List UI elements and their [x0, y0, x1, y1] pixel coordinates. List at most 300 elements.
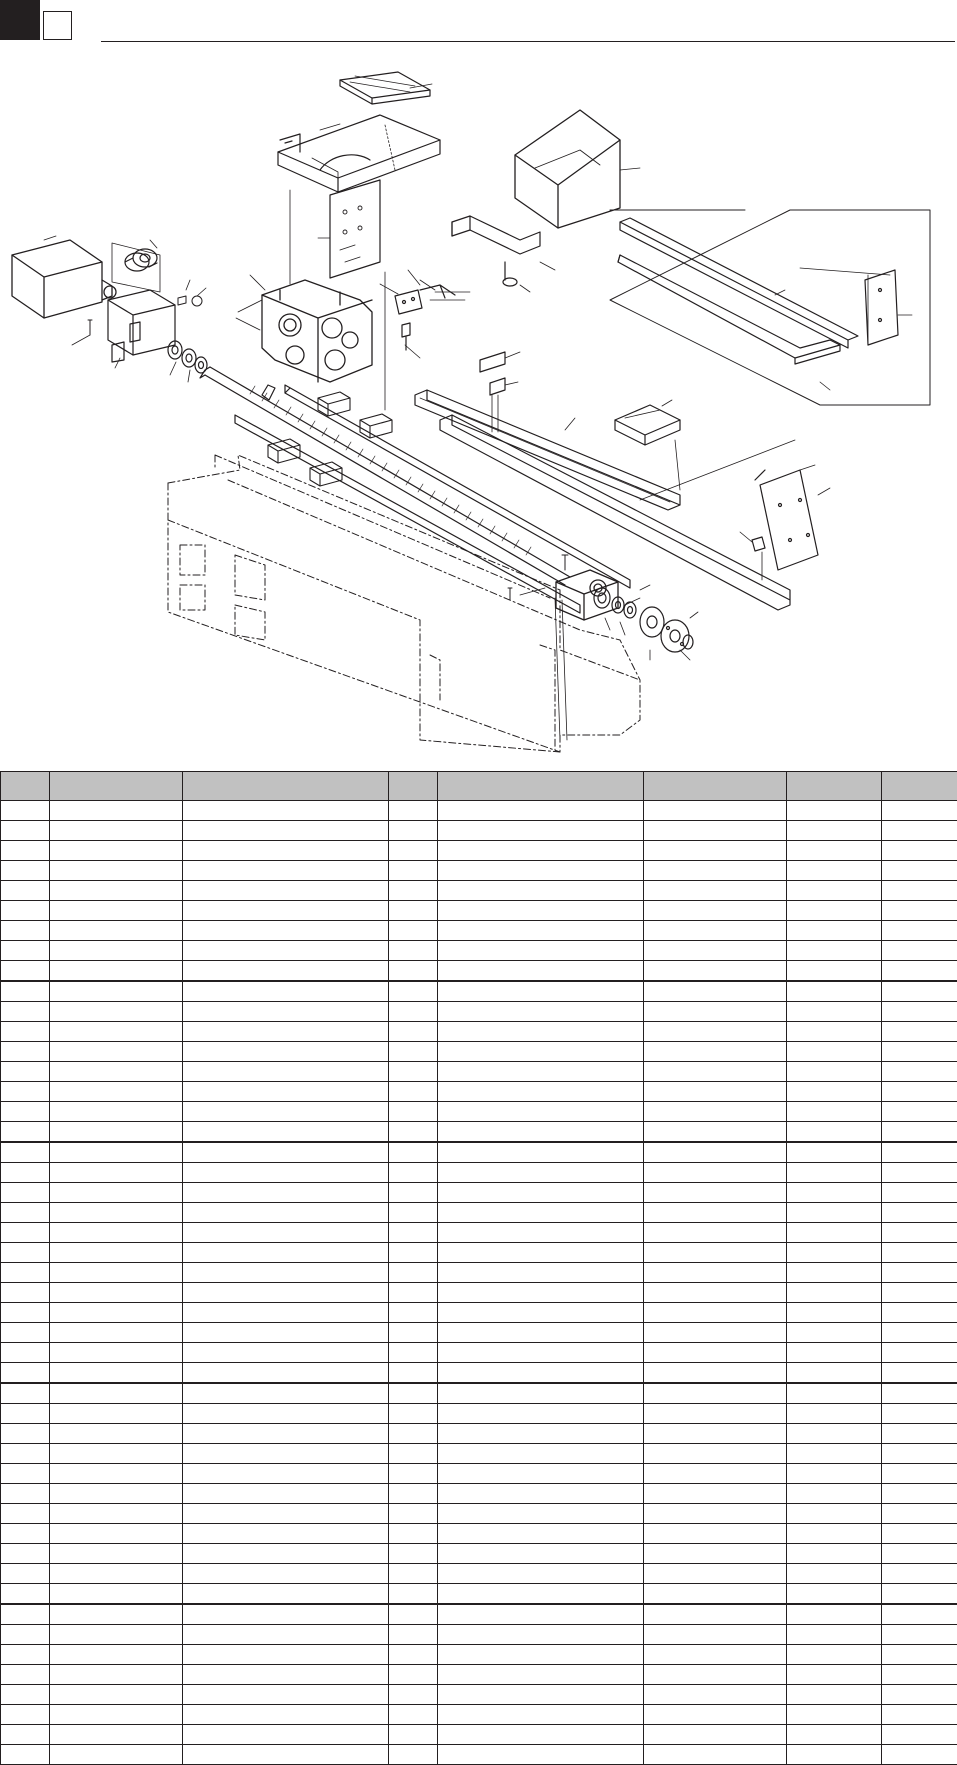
table-row — [1, 881, 957, 901]
table-cell — [438, 1082, 644, 1102]
table-cell — [50, 1705, 183, 1725]
column-header-part-number — [50, 772, 183, 801]
table-cell — [644, 1263, 787, 1283]
table-cell — [183, 1625, 389, 1645]
callout-leader — [44, 236, 56, 240]
table-cell — [50, 1002, 183, 1022]
table-cell — [882, 1524, 957, 1544]
table-cell — [389, 1383, 438, 1404]
table-cell — [50, 881, 183, 901]
table-cell — [882, 1002, 957, 1022]
table-cell — [438, 1424, 644, 1444]
table-cell — [787, 1604, 882, 1625]
table-row — [1, 1203, 957, 1223]
table-cell — [438, 1685, 644, 1705]
section-number-block — [0, 0, 40, 40]
table-cell — [50, 1082, 183, 1102]
table-cell — [183, 1584, 389, 1605]
top-cover-plate — [340, 72, 430, 104]
table-cell — [787, 1484, 882, 1504]
table-cell — [787, 1163, 882, 1183]
table-row — [1, 1223, 957, 1243]
table-cell — [438, 1062, 644, 1082]
end-cover-plate — [865, 270, 898, 345]
table-cell — [644, 1444, 787, 1464]
table-cell — [1, 1745, 50, 1765]
table-cell — [787, 1705, 882, 1725]
table-cell — [1, 1183, 50, 1203]
table-cell — [183, 1424, 389, 1444]
table-row — [1, 1002, 957, 1022]
table-cell — [644, 1745, 787, 1765]
table-cell — [438, 1705, 644, 1725]
table-cell — [882, 1705, 957, 1725]
table-cell — [389, 1122, 438, 1143]
table-row — [1, 1183, 957, 1203]
table-cell — [882, 1343, 957, 1363]
table-cell — [50, 1042, 183, 1062]
table-cell — [882, 861, 957, 881]
table-cell — [644, 1062, 787, 1082]
table-cell — [882, 821, 957, 841]
table-cell — [787, 1323, 882, 1343]
table-cell — [644, 1665, 787, 1685]
table-cell — [183, 1203, 389, 1223]
table-cell — [787, 1424, 882, 1444]
table-cell — [438, 921, 644, 941]
table-row — [1, 1524, 957, 1544]
table-cell — [787, 1203, 882, 1223]
table-cell — [882, 1022, 957, 1042]
bearing-support-block — [556, 570, 618, 620]
table-cell — [644, 1283, 787, 1303]
table-cell — [787, 921, 882, 941]
table-cell — [183, 1323, 389, 1343]
table-cell — [787, 1383, 882, 1404]
exploded-assembly-diagram — [0, 50, 957, 760]
chip-cover-box — [515, 110, 620, 228]
table-cell — [787, 1303, 882, 1323]
table-cell — [644, 1203, 787, 1223]
table-row — [1, 1665, 957, 1685]
table-cell — [389, 1725, 438, 1745]
table-row — [1, 1404, 957, 1424]
table-row — [1, 961, 957, 982]
parts-list-table — [0, 771, 957, 1765]
table-cell — [438, 1343, 644, 1363]
table-cell — [50, 1584, 183, 1605]
table-cell — [50, 901, 183, 921]
table-cell — [183, 1464, 389, 1484]
table-row — [1, 841, 957, 861]
table-cell — [438, 1102, 644, 1122]
cover-guard — [615, 405, 680, 445]
table-cell — [787, 801, 882, 821]
table-cell — [644, 1685, 787, 1705]
table-cell — [882, 1424, 957, 1444]
table-cell — [50, 1444, 183, 1464]
table-cell — [389, 981, 438, 1002]
table-cell — [50, 1243, 183, 1263]
table-cell — [644, 941, 787, 961]
table-cell — [644, 1504, 787, 1524]
table-cell — [787, 841, 882, 861]
table-cell — [50, 1343, 183, 1363]
table-cell — [1, 921, 50, 941]
linear-guide-rail-upper — [285, 385, 630, 588]
table-cell — [787, 1223, 882, 1243]
table-cell — [183, 1183, 389, 1203]
servo-motor — [12, 240, 116, 318]
table-cell — [183, 1383, 389, 1404]
table-cell — [882, 1183, 957, 1203]
table-cell — [882, 1102, 957, 1122]
table-cell — [882, 1584, 957, 1605]
table-row — [1, 1122, 957, 1143]
table-cell — [644, 1002, 787, 1022]
table-cell — [882, 1665, 957, 1685]
table-cell — [787, 1363, 882, 1384]
table-cell — [1, 1665, 50, 1685]
table-cell — [389, 1424, 438, 1444]
table-cell — [389, 921, 438, 941]
table-cell — [50, 1424, 183, 1444]
table-cell — [389, 1323, 438, 1343]
table-cell — [1, 1383, 50, 1404]
table-cell — [438, 1122, 644, 1143]
table-row — [1, 1725, 957, 1745]
table-cell — [1, 1544, 50, 1564]
table-cell — [438, 1745, 644, 1765]
table-cell — [644, 861, 787, 881]
table-cell — [50, 1564, 183, 1584]
table-cell — [644, 1584, 787, 1605]
table-cell — [438, 1163, 644, 1183]
table-row — [1, 1383, 957, 1404]
table-row — [1, 1343, 957, 1363]
table-cell — [438, 1404, 644, 1424]
table-cell — [882, 1464, 957, 1484]
table-cell — [438, 1363, 644, 1384]
table-cell — [389, 1584, 438, 1605]
table-row — [1, 941, 957, 961]
table-cell — [1, 1424, 50, 1444]
table-cell — [787, 1183, 882, 1203]
table-cell — [438, 1042, 644, 1062]
table-cell — [644, 1564, 787, 1584]
table-row — [1, 981, 957, 1002]
table-cell — [882, 1323, 957, 1343]
table-cell — [438, 941, 644, 961]
table-cell — [50, 1102, 183, 1122]
table-cell — [787, 1404, 882, 1424]
table-cell — [50, 1283, 183, 1303]
table-cell — [438, 1142, 644, 1163]
table-cell — [50, 1303, 183, 1323]
table-cell — [438, 1645, 644, 1665]
table-cell — [389, 1404, 438, 1424]
table-cell — [787, 1544, 882, 1564]
table-cell — [787, 1685, 882, 1705]
table-cell — [50, 1745, 183, 1765]
table-cell — [389, 1665, 438, 1685]
table-cell — [787, 981, 882, 1002]
table-row — [1, 1745, 957, 1765]
table-cell — [438, 1725, 644, 1745]
table-row — [1, 1062, 957, 1082]
table-cell — [389, 1002, 438, 1022]
table-cell — [882, 1404, 957, 1424]
table-cell — [1, 1022, 50, 1042]
table-cell — [438, 981, 644, 1002]
table-cell — [644, 1142, 787, 1163]
table-cell — [389, 1223, 438, 1243]
table-cell — [183, 1484, 389, 1504]
table-cell — [389, 1504, 438, 1524]
table-cell — [787, 1343, 882, 1363]
table-cell — [50, 801, 183, 821]
table-cell — [787, 1564, 882, 1584]
table-cell — [438, 1183, 644, 1203]
table-cell — [50, 841, 183, 861]
table-cell — [882, 1725, 957, 1745]
table-cell — [787, 1584, 882, 1605]
table-cell — [50, 1223, 183, 1243]
table-cell — [1, 1122, 50, 1143]
table-row — [1, 801, 957, 821]
table-row — [1, 1303, 957, 1323]
table-cell — [389, 901, 438, 921]
table-cell — [644, 1102, 787, 1122]
table-cell — [644, 821, 787, 841]
table-cell — [438, 1584, 644, 1605]
table-cell — [389, 1464, 438, 1484]
table-cell — [882, 1604, 957, 1625]
table-cell — [644, 1363, 787, 1384]
table-cell — [1, 1363, 50, 1384]
table-cell — [787, 1002, 882, 1022]
table-cell — [644, 881, 787, 901]
table-cell — [644, 981, 787, 1002]
table-cell — [644, 1705, 787, 1725]
table-cell — [1, 1725, 50, 1745]
table-cell — [882, 1645, 957, 1665]
bearing-set — [168, 341, 207, 373]
table-cell — [787, 1504, 882, 1524]
table-row — [1, 1584, 957, 1605]
table-cell — [1, 1464, 50, 1484]
table-cell — [1, 1243, 50, 1263]
table-cell — [882, 881, 957, 901]
sensor-bracket — [395, 285, 470, 314]
table-cell — [183, 1022, 389, 1042]
mounting-bracket — [452, 216, 540, 286]
table-row — [1, 1042, 957, 1062]
table-row — [1, 1424, 957, 1444]
table-cell — [438, 1283, 644, 1303]
table-cell — [882, 1203, 957, 1223]
table-cell — [389, 1263, 438, 1283]
long-rail-cover — [618, 218, 858, 364]
table-cell — [644, 1625, 787, 1645]
table-cell — [183, 1042, 389, 1062]
table-cell — [644, 1022, 787, 1042]
table-row — [1, 901, 957, 921]
table-cell — [438, 821, 644, 841]
table-cell — [183, 1665, 389, 1685]
table-cell — [50, 1163, 183, 1183]
table-cell — [787, 1464, 882, 1484]
table-cell — [644, 1343, 787, 1363]
column-header-description — [183, 772, 389, 801]
table-cell — [183, 1223, 389, 1243]
table-cell — [882, 1062, 957, 1082]
table-cell — [1, 1343, 50, 1363]
table-cell — [644, 961, 787, 982]
table-cell — [1, 821, 50, 841]
table-cell — [50, 1625, 183, 1645]
table-cell — [438, 1444, 644, 1464]
table-row — [1, 1625, 957, 1645]
table-cell — [438, 1022, 644, 1042]
table-cell — [50, 1122, 183, 1143]
column-header-qty — [389, 772, 438, 801]
table-cell — [50, 1604, 183, 1625]
table-cell — [1, 1303, 50, 1323]
table-cell — [438, 1625, 644, 1645]
table-cell — [787, 1062, 882, 1082]
table-cell — [787, 1122, 882, 1143]
table-cell — [787, 961, 882, 982]
table-cell — [644, 1524, 787, 1544]
table-cell — [183, 1122, 389, 1143]
table-cell — [389, 1484, 438, 1504]
table-cell — [389, 1203, 438, 1223]
table-cell — [183, 1263, 389, 1283]
table-cell — [1, 1645, 50, 1665]
table-cell — [644, 1464, 787, 1484]
table-cell — [1, 1564, 50, 1584]
table-cell — [183, 1363, 389, 1384]
table-cell — [882, 1444, 957, 1464]
table-row — [1, 921, 957, 941]
table-cell — [389, 1283, 438, 1303]
table-cell — [787, 821, 882, 841]
table-cell — [389, 801, 438, 821]
table-row — [1, 1705, 957, 1725]
table-cell — [183, 1303, 389, 1323]
table-cell — [438, 1544, 644, 1564]
table-cell — [644, 1082, 787, 1102]
table-row — [1, 1504, 957, 1524]
table-cell — [50, 1484, 183, 1504]
table-cell — [50, 1062, 183, 1082]
header-rule — [101, 41, 955, 42]
table-row — [1, 1604, 957, 1625]
table-cell — [389, 1745, 438, 1765]
table-cell — [438, 1564, 644, 1584]
table-cell — [787, 1645, 882, 1665]
table-cell — [882, 1504, 957, 1524]
table-cell — [438, 1323, 644, 1343]
table-cell — [183, 1082, 389, 1102]
table-cell — [183, 1524, 389, 1544]
table-cell — [1, 1584, 50, 1605]
vertical-mounting-plate — [312, 158, 380, 278]
table-row — [1, 1163, 957, 1183]
table-cell — [183, 901, 389, 921]
table-cell — [438, 841, 644, 861]
table-cell — [183, 921, 389, 941]
table-cell — [1, 1042, 50, 1062]
table-cell — [389, 1524, 438, 1544]
table-cell — [183, 1725, 389, 1745]
table-cell — [1, 1685, 50, 1705]
table-cell — [50, 1363, 183, 1384]
table-cell — [438, 1303, 644, 1323]
wiper-block — [480, 352, 505, 432]
table-cell — [882, 1303, 957, 1323]
table-cell — [644, 1163, 787, 1183]
table-cell — [644, 1303, 787, 1323]
table-row — [1, 1363, 957, 1384]
table-cell — [1, 901, 50, 921]
table-cell — [787, 1625, 882, 1645]
table-cell — [1, 1263, 50, 1283]
table-cell — [1, 1524, 50, 1544]
table-cell — [787, 1102, 882, 1122]
table-cell — [389, 1625, 438, 1645]
table-cell — [644, 841, 787, 861]
table-cell — [183, 941, 389, 961]
table-cell — [1, 1283, 50, 1303]
table-cell — [50, 1183, 183, 1203]
table-cell — [1, 1504, 50, 1524]
table-cell — [1, 1002, 50, 1022]
table-cell — [50, 1203, 183, 1223]
table-cell — [183, 1404, 389, 1424]
table-cell — [438, 801, 644, 821]
motor-bracket — [108, 290, 175, 362]
table-cell — [1, 861, 50, 881]
table-row — [1, 1283, 957, 1303]
table-row — [1, 1444, 957, 1464]
table-cell — [882, 981, 957, 1002]
small-wiper — [752, 537, 765, 551]
table-cell — [389, 1243, 438, 1263]
table-cell — [1, 1142, 50, 1163]
table-cell — [183, 861, 389, 881]
table-cell — [882, 1223, 957, 1243]
table-cell — [183, 801, 389, 821]
table-cell — [882, 1082, 957, 1102]
table-row — [1, 1323, 957, 1343]
table-cell — [389, 1082, 438, 1102]
table-cell — [882, 1122, 957, 1143]
table-cell — [438, 1464, 644, 1484]
carriage-housing — [262, 280, 372, 382]
table-cell — [787, 1524, 882, 1544]
table-cell — [389, 1303, 438, 1323]
table-cell — [787, 941, 882, 961]
frame-plate — [278, 115, 440, 192]
table-cell — [644, 1725, 787, 1745]
table-cell — [50, 1263, 183, 1283]
table-cell — [183, 1102, 389, 1122]
table-cell — [882, 1363, 957, 1384]
table-cell — [787, 1142, 882, 1163]
table-cell — [1, 1444, 50, 1464]
